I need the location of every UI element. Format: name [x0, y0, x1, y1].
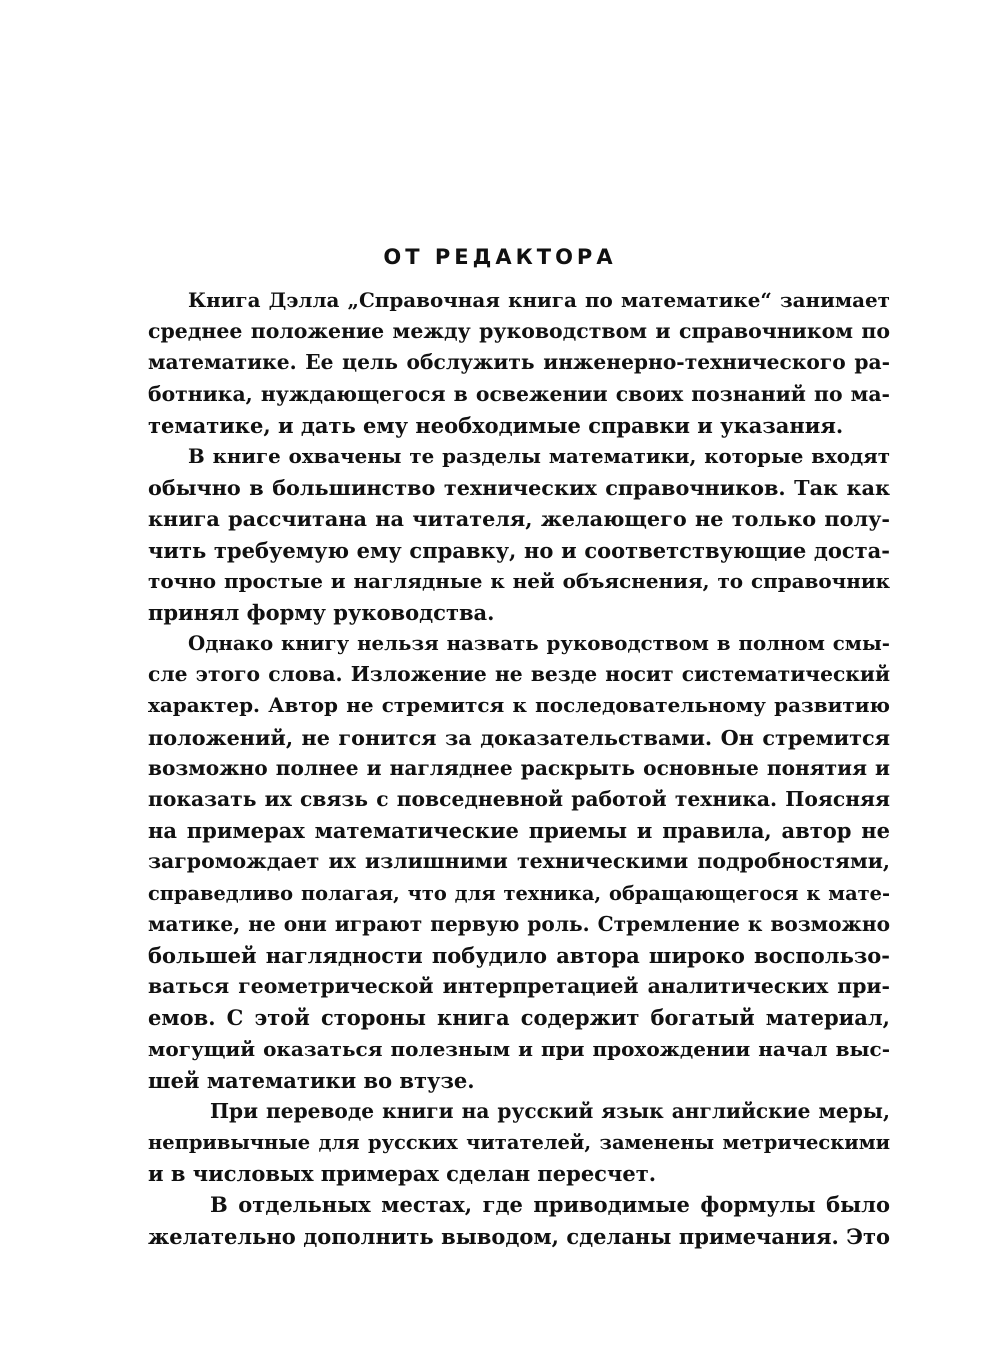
text-line: точно простые и наглядные к ней объяснения, то справочник — [148, 568, 890, 593]
text-line: ботника, нуждающегося в освежении своих познаний по ма- — [148, 381, 890, 406]
paragraph-3 — [148, 628, 890, 1096]
text-line: книга рассчитана на читателя, желающего не только полу- — [148, 506, 890, 532]
page-heading: ОТ РЕДАКТОРА — [383, 245, 617, 269]
text-line: на примерах математические приемы и правила, автор не — [148, 818, 890, 844]
text-line: сле этого слова. Изложение не везде носит систематический — [148, 662, 890, 687]
paragraph-4 — [148, 1096, 890, 1190]
text-line: Однако книгу нельзя назвать руководством в полном смы- — [188, 631, 890, 656]
paragraph-2 — [148, 441, 890, 628]
paragraph-5 — [148, 1189, 890, 1251]
text-line: тематике, и дать ему необходимые справки и указания. — [148, 412, 844, 438]
text-line: непривычные для русских читателей, заменены метрическими — [148, 1131, 890, 1155]
text-line: желательно дополнить выводом, сделаны примечания. Это — [148, 1223, 890, 1249]
text-line: Книга Дэлла „Справочная книга по математике“ занимает — [188, 288, 890, 312]
text-line: При переводе книги на русский язык английские меры, — [210, 1098, 890, 1123]
text-line: возможно полнее и нагляднее раскрыть основные понятия и — [148, 755, 890, 780]
text-line: характер. Автор не стремится к последовательному развитию — [148, 693, 890, 718]
text-line: емов. С этой стороны книга содержит богатый материал, — [148, 1005, 890, 1031]
text-line: В книге охвачены те разделы математики, которые входят — [188, 443, 890, 468]
text-line: показать их связь с повседневной работой техника. Поясняя — [148, 787, 890, 811]
body-text — [148, 285, 890, 1252]
text-line: шей математики во втузе. — [148, 1067, 475, 1093]
text-line: могущий оказаться полезным и при прохождении начал выс- — [148, 1036, 890, 1061]
text-line: и в числовых примерах сделан пересчет. — [148, 1161, 657, 1187]
text-line: матике, не они играют первую роль. Стремление к возможно — [148, 911, 890, 936]
text-line: принял форму руководства. — [148, 599, 495, 625]
text-line: В отдельных местах, где приводимые формулы было — [210, 1192, 890, 1218]
text-line: среднее положение между руководством и справочником по — [148, 319, 890, 344]
text-line: большей наглядности побудило автора широко воспользо- — [148, 942, 890, 968]
text-line: справедливо полагая, что для техника, обращающегося к мате- — [148, 881, 890, 905]
text-line: ваться геометрической интерпретацией аналитических при- — [148, 974, 890, 999]
paragraph-1 — [148, 285, 890, 441]
text-line: чить требуемую ему справку, но и соответствующие доста- — [148, 537, 890, 563]
text-line: положений, не гонится за доказательствами. Он стремится — [148, 724, 890, 750]
text-line: обычно в большинство технических справочников. Так как — [148, 475, 890, 501]
text-line: загромождает их излишними техническими подробностями, — [148, 849, 890, 874]
text-line: математике. Ее цель обслужить инженерно-технического ра- — [148, 350, 890, 375]
